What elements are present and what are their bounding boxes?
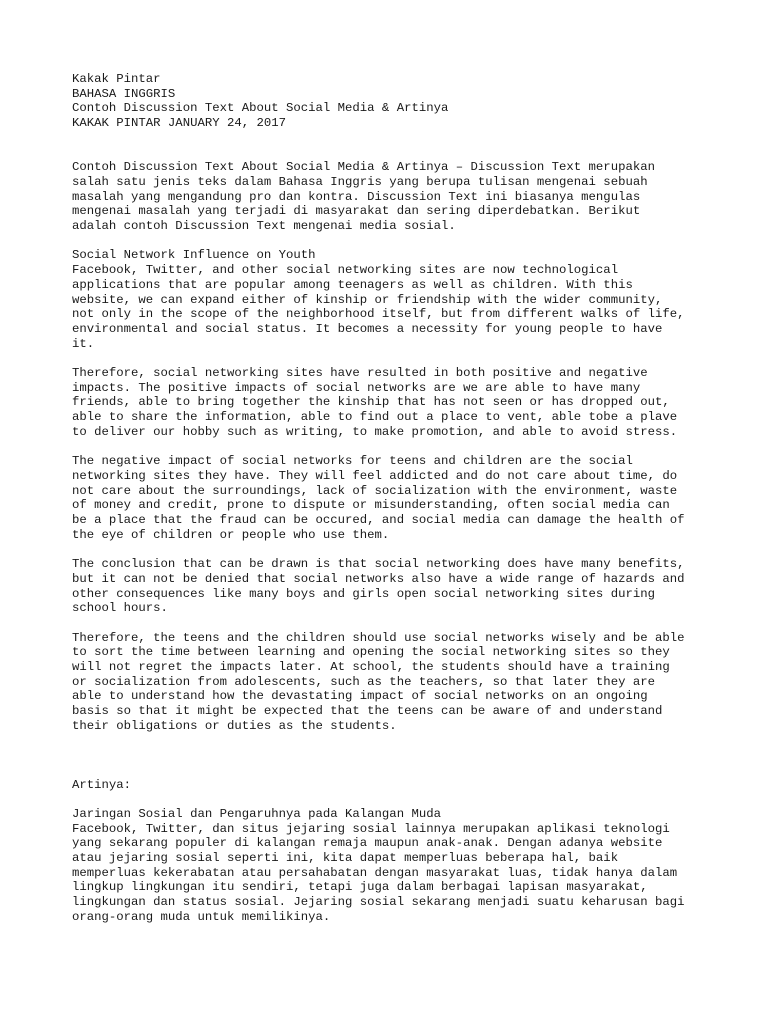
paragraph-translation: [72, 807, 712, 925]
text-line: impacts. The positive impacts of social networks are we are able to have many: [72, 380, 641, 395]
paragraph-recommendation: [72, 631, 712, 734]
text-line: applications that are popular among teenagers as well as children. With this: [72, 277, 633, 292]
text-line: lingkup lingkungan itu sendiri, tetapi juga dalam berbagai lapisan masyarakat,: [72, 880, 648, 895]
paragraph-negative-impacts: [72, 454, 712, 542]
text-line: to sort the time between learning and opening the social networking sites so they: [72, 645, 670, 660]
text-line: or socialization from adolescents, such as the teachers, so that later they are: [72, 674, 655, 689]
paragraph-social-network-influence: [72, 248, 712, 351]
text-line: to deliver our hobby such as writing, to make promotion, and able to avoid stress.: [72, 424, 678, 439]
paragraph-positive-impacts: [72, 366, 712, 440]
article-title: Contoh Discussion Text About Social Media & Artinya: [72, 101, 449, 116]
text-line: will not regret the impacts later. At school, the students should have a training: [72, 660, 670, 675]
text-line: Facebook, Twitter, and other social networking sites are now technological: [72, 263, 619, 278]
text-line: Contoh Discussion Text About Social Media & Artinya – Discussion Text merupakan: [72, 160, 655, 175]
text-line: The negative impact of social networks for teens and children are the social: [72, 454, 633, 469]
text-line: memperluas kekerabatan atau persahabatan dengan masyarakat luas, tidak hanya dalam: [72, 865, 678, 880]
text-line: basis so that it might be expected that the teens can be aware of and understand: [72, 704, 663, 719]
text-line: be a place that the fraud can be occured, and social media can damage the health of: [72, 513, 685, 528]
text-line: lingkungan dan status sosial. Jejaring sosial sekarang menjadi suatu keharusan bagi: [72, 895, 685, 910]
text-line: the eye of children or people who use them.: [72, 527, 390, 542]
byline-date: KAKAK PINTAR JANUARY 24, 2017: [72, 116, 287, 131]
text-line: but it can not be denied that social networks also have a wide range of hazards and: [72, 571, 685, 586]
text-line: environmental and social status. It becomes a necessity for young people to have: [72, 321, 663, 336]
text-line: website, we can expand either of kinship or friendship with the wider community,: [72, 292, 663, 307]
text-line: other consequences like many boys and girls open social networking sites during: [72, 586, 655, 601]
text-line: networking sites they have. They will feel addicted and do not care about time, do: [72, 468, 678, 483]
text-line: able to share the information, able to find out a place to vent, able tobe a plave: [72, 410, 678, 425]
text-line: salah satu jenis teks dalam Bahasa Inggris yang berupa tulisan mengenai sebuah: [72, 174, 648, 189]
text-line: The conclusion that can be drawn is that social networking does have many benefits,: [72, 557, 685, 572]
text-line: it.: [72, 336, 95, 351]
text-line: atau jejaring sosial seperti ini, kita dapat memperluas beberapa hal, baik: [72, 851, 619, 866]
text-line: not only in the scope of the neighborhood itself, but from different walks of life,: [72, 307, 685, 322]
category: BAHASA INGGRIS: [72, 86, 176, 101]
text-line: Therefore, social networking sites have resulted in both positive and negative: [72, 366, 648, 381]
text-line: not care about the surroundings, lack of socialization with the environment, waste: [72, 483, 678, 498]
text-line: yang sekarang populer di kalangan remaja maupun anak-anak. Dengan adanya website: [72, 836, 663, 851]
text-line: Therefore, the teens and the children should use social networks wisely and be able: [72, 630, 685, 645]
section-heading: Social Network Influence on Youth: [72, 248, 316, 263]
text-line: school hours.: [72, 601, 168, 616]
section-heading: Jaringan Sosial dan Pengaruhnya pada Kalangan Muda: [72, 806, 441, 821]
text-line: able to understand how the devastating impact of social networks on an ongoing: [72, 689, 648, 704]
text-line: mengenai masalah yang terjadi di masyarakat dan sering diperdebatkan. Berikut: [72, 204, 641, 219]
text-line: friends, able to bring together the kinship that has not seen or has dropped out,: [72, 395, 670, 410]
text-line: of money and credit, prone to dispute or misunderstanding, often social media can: [72, 498, 670, 513]
text-line: Facebook, Twitter, dan situs jejaring sosial lainnya merupakan aplikasi teknologi: [72, 821, 670, 836]
text-line: their obligations or duties as the students.: [72, 718, 397, 733]
translation-label: Artinya:: [72, 777, 132, 792]
document-page: [72, 72, 712, 925]
header-block: [72, 72, 712, 131]
text-line: adalah contoh Discussion Text mengenai media sosial.: [72, 219, 456, 234]
text-line: orang-orang muda untuk memilikinya.: [72, 909, 331, 924]
site-name: Kakak Pintar: [72, 72, 161, 86]
text-line: masalah yang mengandung pro dan kontra. Discussion Text ini biasanya mengulas: [72, 189, 641, 204]
paragraph-conclusion: [72, 557, 712, 616]
intro-paragraph: [72, 160, 712, 234]
